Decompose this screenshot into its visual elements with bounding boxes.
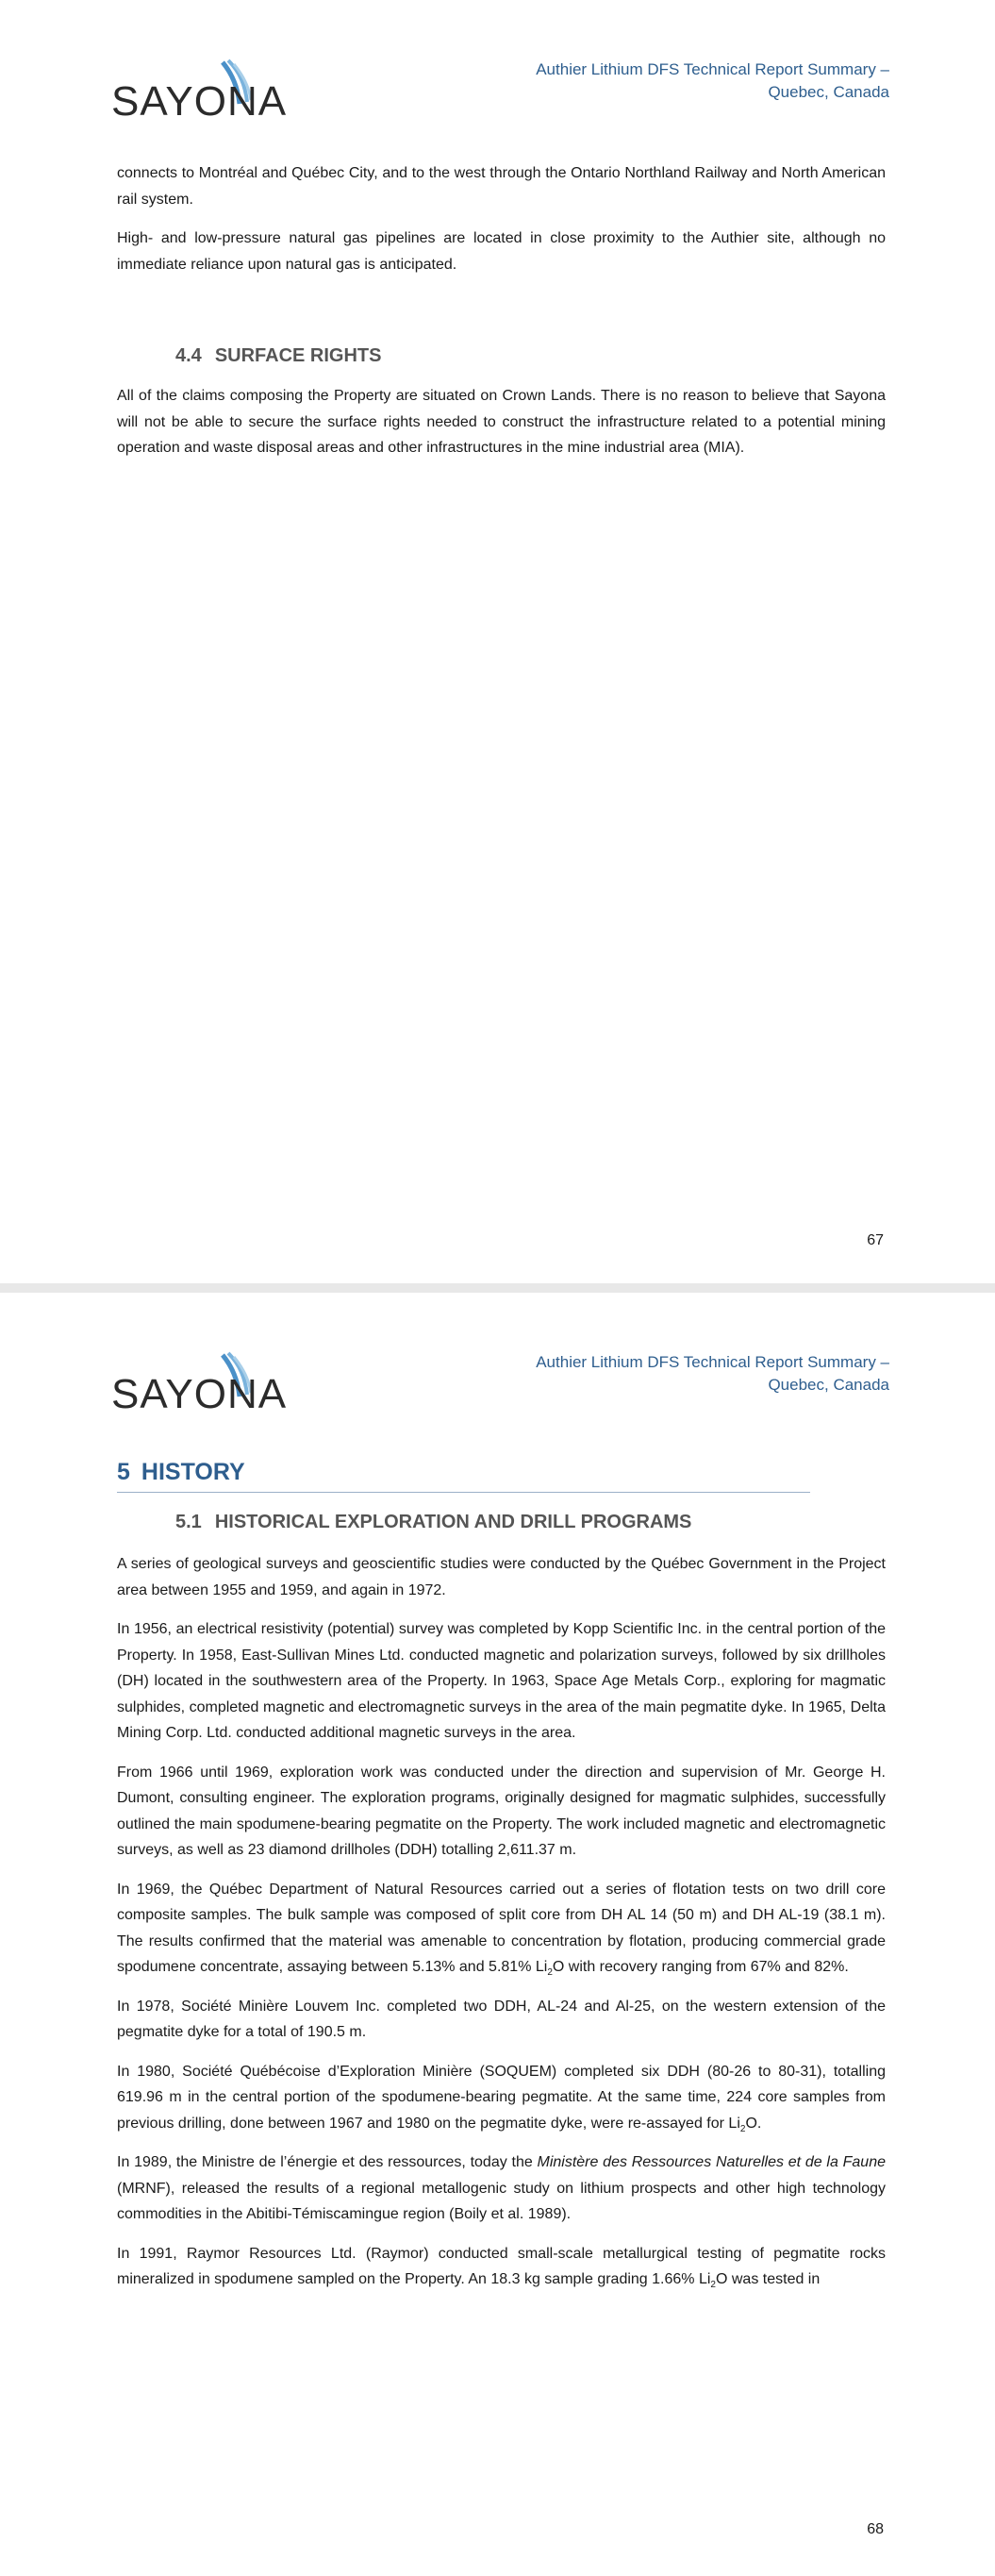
document-page-68	[0, 1293, 995, 2576]
section-number: 4.4	[175, 345, 202, 366]
paragraph: connects to Montréal and Québec City, and to the west through the Ontario Northland Railway and North American rail system.	[117, 165, 886, 208]
report-title-line2: Quebec, Canada	[768, 1376, 889, 1394]
paragraph	[117, 2149, 886, 2228]
paragraph: All of the claims composing the Property are situated on Crown Lands. There is no reason to believe that Sayona will not be able to secure the surface rights needed to construct the infrastructure related to a potential mining operation and waste disposal areas and other infrastructures in the mine industrial area (MIA).	[117, 388, 886, 456]
section-number: 5.1	[175, 1512, 202, 1532]
subscript: 2	[710, 2280, 716, 2291]
paragraph: A series of geological surveys and geoscientific studies were conducted by the Québec Government in the Project area between 1955 and 1959, and again in 1972.	[117, 1556, 886, 1598]
italic-text: Ministère des Ressources Naturelles et de la Faune	[537, 2154, 886, 2170]
text-run: O with recovery ranging from 67% and 82%.	[552, 1959, 849, 1975]
text-run: O.	[745, 2115, 762, 2132]
chapter-title: HISTORY	[141, 1459, 245, 1485]
document-page-67	[0, 0, 995, 1283]
paragraph	[117, 2059, 886, 2137]
section-title: HISTORICAL EXPLORATION AND DRILL PROGRAMS	[214, 1512, 692, 1532]
section-5-1	[117, 1508, 886, 2306]
report-header	[536, 59, 889, 104]
section-heading	[117, 1508, 886, 1536]
paragraph: From 1966 until 1969, exploration work was conducted under the direction and supervision of Mr. George H. Dumont, consulting engineer. The exploration programs, originally designed for magmatic sulphides, successfully outlined the main spodumene-bearing pegmatite on the Property. The work included magnetic and electromagnetic surveys, as well as 23 diamond drillholes (DDH) totalling 2,611.37 m.	[117, 1764, 886, 1858]
sayona-logo	[111, 57, 288, 125]
section-4-4	[117, 342, 886, 475]
section-title: SURFACE RIGHTS	[214, 345, 382, 366]
subscript: 2	[739, 2123, 746, 2134]
chapter-number: 5	[117, 1459, 130, 1485]
paragraph: In 1978, Société Minière Louvem Inc. completed two DDH, AL-24 and Al-25, on the western extension of the pegmatite dyke for a total of 190.5 m.	[117, 1998, 886, 2040]
report-title-line2: Quebec, Canada	[768, 83, 889, 101]
report-title-line1: Authier Lithium DFS Technical Report Summary –	[536, 1353, 889, 1371]
text-run: In 1991, Raymor Resources Ltd. (Raymor) conducted small-scale metallurgical testing of pegmatite rocks mineralized in spodumene sampled on the Property. An 18.3 kg sample grading 1.66% Li	[117, 2245, 886, 2287]
page-number: 68	[867, 2521, 884, 2537]
page-number: 67	[867, 1232, 884, 1248]
text-run: (MRNF), released the results of a regional metallogenic study on lithium prospects and other high technology commodities in the Abitibi-Témiscamingue region (Boily et al. 1989).	[117, 2180, 886, 2222]
text-run: In 1969, the Québec Department of Natural Resources carried out a series of flotation tests on two drill core composite samples. The bulk sample was composed of split core from DH AL 14 (50 m) and DH AL-19 (38.1 m). The results confirmed that the material was amenable to concentration by flotation, producing commercial grade spodumene concentrate, assaying between 5.13% and 5.81% Li	[117, 1881, 886, 1975]
report-header	[536, 1351, 889, 1397]
chapter-heading	[117, 1455, 810, 1493]
text-run: In 1980, Société Québécoise d’Exploration Minière (SOQUEM) completed six DDH (80-26 to 80-31), totalling 619.96 m in the central portion of the spodumene-bearing pegmatite. At the same time, 224 core samples from previous drilling, done between 1967 and 1980 on the pegmatite dyke, were re-assayed for Li	[117, 2063, 886, 2132]
paragraph	[117, 2241, 886, 2293]
paragraph	[117, 1877, 886, 1981]
sayona-logo	[111, 1349, 288, 1417]
report-title-line1: Authier Lithium DFS Technical Report Summary –	[536, 60, 889, 78]
paragraph: High- and low-pressure natural gas pipelines are located in close proximity to the Authier site, although no immediate reliance upon natural gas is anticipated.	[117, 230, 886, 273]
paragraph: In 1956, an electrical resistivity (potential) survey was completed by Kopp Scientific Inc. in the central portion of the Property. In 1958, East-Sullivan Mines Ltd. conducted magnetic and polarization surveys, followed by six drillholes (DH) located in the southwestern area of the Property. In 1963, Space Age Metals Corp., exploring for magmatic sulphides, completed magnetic and electromagnetic surveys in the area of the main pegmatite dyke. In 1965, Delta Mining Corp. Ltd. conducted additional magnetic surveys in the area.	[117, 1621, 886, 1741]
logo-wordmark: SAYONA	[111, 78, 288, 125]
text-run: O was tested in	[715, 2271, 821, 2287]
section-heading	[117, 342, 886, 370]
subscript: 2	[547, 1967, 553, 1979]
page1-intro	[117, 160, 886, 291]
text-run: In 1989, the Ministre de l’énergie et des ressources, today the	[117, 2154, 538, 2170]
logo-wordmark: SAYONA	[111, 1371, 288, 1417]
